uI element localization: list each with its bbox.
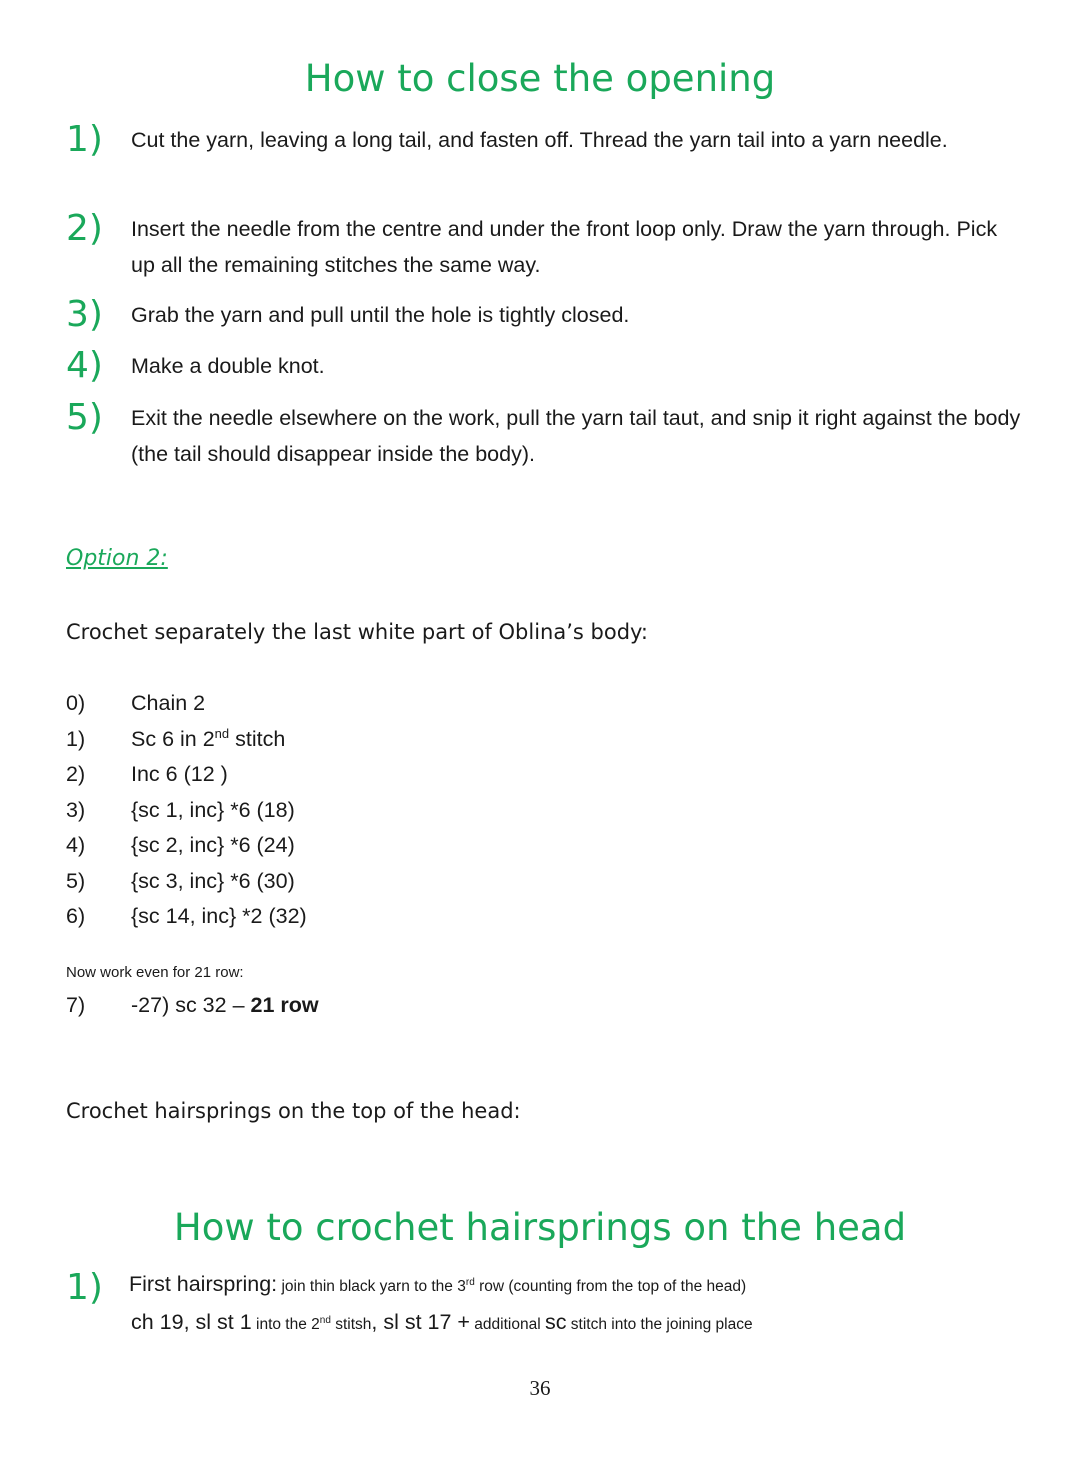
hairspring-line-1: First hairspring: join thin black yarn to the 3rd row (counting from the top of the head)	[129, 1272, 747, 1296]
row-number: 2)	[66, 762, 86, 786]
step-number: 4)	[66, 345, 103, 386]
row-number: 6)	[66, 904, 86, 928]
step-number: 1)	[66, 1267, 103, 1308]
row-number: 5)	[66, 868, 86, 893]
step-text: Cut the yarn, leaving a long tail, and fasten off. Thread the yarn tail into a yarn needle.	[131, 128, 948, 152]
step-text: Insert the needle from the centre and under the front loop only. Draw the yarn through. Pick up all the remaining stitches the same way.	[131, 217, 998, 277]
page-number: 36	[529, 1376, 551, 1400]
row-text: {sc 3, inc} *6 (30)	[131, 868, 295, 893]
intro-text: Crochet separately the last white part of Oblina’s body:	[66, 620, 649, 644]
row-number: 0)	[66, 691, 86, 715]
hairspring-line-2: ch 19, sl st 1 into the 2nd stitsh, sl st 17 + additional sc stitch into the joining place	[131, 1310, 753, 1334]
row-text: {sc 14, inc} *2 (32)	[131, 904, 307, 928]
step-text: Grab the yarn and pull until the hole is tightly closed.	[131, 303, 630, 327]
step-number: 1)	[66, 119, 103, 160]
page-heading-close-opening: How to close the opening	[304, 57, 776, 100]
row-text: Sc 6 in 2nd stitch	[131, 725, 286, 751]
row-text: Chain 2	[131, 691, 206, 715]
row-number: 7)	[66, 993, 86, 1017]
step-number: 3)	[66, 294, 103, 335]
row-text: {sc 2, inc} *6 (24)	[131, 833, 295, 857]
hairsprings-intro: Crochet hairsprings on the top of the head:	[66, 1099, 521, 1123]
row-number: 1)	[66, 726, 86, 751]
step-text: Make a double knot.	[131, 354, 325, 378]
page-heading-hairsprings: How to crochet hairsprings on the head	[173, 1206, 907, 1249]
row-text: -27) sc 32 – 21 row	[131, 993, 319, 1017]
step-text: Exit the needle elsewhere on the work, pull the yarn tail taut, and snip it right against the body (the tail should disappear inside the body).	[131, 406, 1021, 466]
work-even-note: Now work even for 21 row:	[66, 964, 244, 981]
row-number: 3)	[66, 797, 86, 822]
row-text: {sc 1, inc} *6 (18)	[131, 797, 295, 822]
option-label: Option 2:	[66, 546, 168, 571]
step-number: 2)	[66, 208, 103, 249]
row-text: Inc 6 (12 )	[131, 762, 228, 786]
row-number: 4)	[66, 833, 86, 857]
step-number: 5)	[66, 397, 103, 438]
